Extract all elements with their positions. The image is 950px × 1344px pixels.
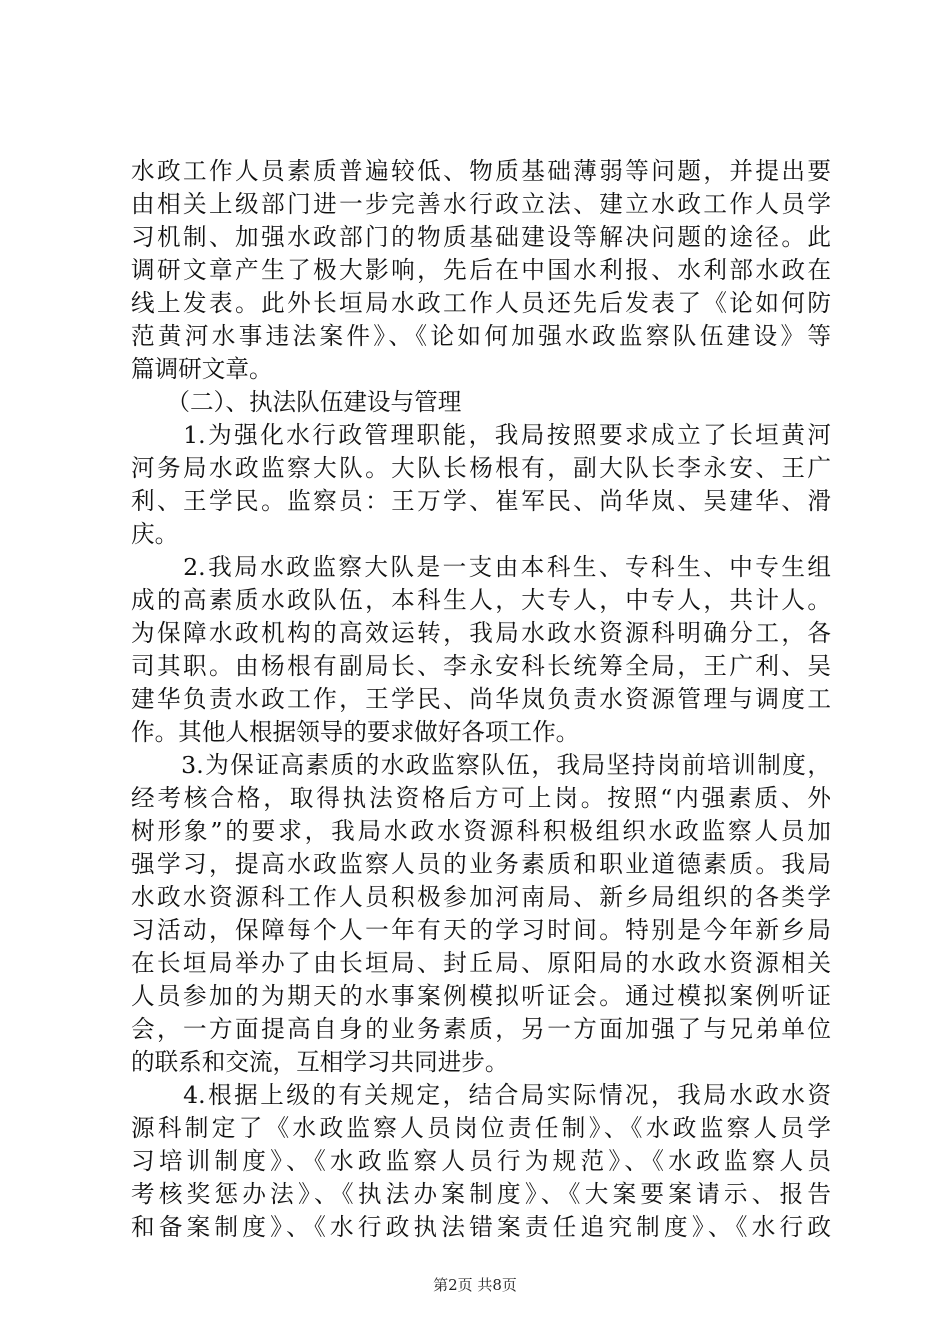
text-line: 线上发表。此外长垣局水政工作人员还先后发表了《论如何防 bbox=[131, 289, 831, 317]
text-line: 由相关上级部门进一步完善水行政立法、建立水政工作人员学 bbox=[131, 190, 831, 218]
text-line: 篇调研文章。 bbox=[131, 355, 273, 383]
text-line: 调研文章产生了极大影响，先后在中国水利报、水利部水政在 bbox=[131, 256, 831, 284]
text-line: 作。其他人根据领导的要求做好各项工作。 bbox=[131, 718, 580, 746]
text-line: 3.为保证高素质的水政监察队伍，我局坚持岗前培训制度， bbox=[131, 751, 831, 779]
text-line: 经考核合格，取得执法资格后方可上岗。按照“内强素质、外 bbox=[131, 784, 831, 812]
section-heading: （二）、执法队伍建设与管理 bbox=[131, 388, 462, 416]
text-line: 强学习，提高水政监察人员的业务素质和职业道德素质。我局 bbox=[131, 850, 831, 878]
text-line: 为保障水政机构的高效运转，我局水政水资源科明确分工，各 bbox=[131, 619, 831, 647]
text-line: 水政水资源科工作人员积极参加河南局、新乡局组织的各类学 bbox=[131, 883, 831, 911]
text-line: 范黄河水事违法案件》、《论如何加强水政监察队伍建设》等 bbox=[131, 322, 831, 350]
text-line: 和备案制度》、《水行政执法错案责任追究制度》、《水行政 bbox=[131, 1213, 831, 1241]
text-line: 源科制定了《水政监察人员岗位责任制》、《水政监察人员学 bbox=[131, 1114, 831, 1142]
text-line: 水政工作人员素质普遍较低、物质基础薄弱等问题，并提出要 bbox=[131, 157, 831, 185]
text-line: 在长垣局举办了由长垣局、封丘局、原阳局的水政水资源相关 bbox=[131, 949, 831, 977]
text-line: 习培训制度》、《水政监察人员行为规范》、《水政监察人员 bbox=[131, 1147, 831, 1175]
document-body bbox=[131, 155, 831, 1244]
text-line: 1.为强化水行政管理职能，我局按照要求成立了长垣黄河 bbox=[131, 421, 831, 449]
text-line: 利、王学民。监察员：王万学、崔军民、尚华岚、吴建华、滑 bbox=[131, 487, 831, 515]
text-line: 建华负责水政工作，王学民、尚华岚负责水资源管理与调度工 bbox=[131, 685, 831, 713]
text-line: 人员参加的为期天的水事案例模拟听证会。通过模拟案例听证 bbox=[131, 982, 831, 1010]
text-line: 习机制、加强水政部门的物质基础建设等解决问题的途径。此 bbox=[131, 223, 831, 251]
text-line: 考核奖惩办法》、《执法办案制度》、《大案要案请示、报告 bbox=[131, 1180, 831, 1208]
text-line: 河务局水政监察大队。大队长杨根有，副大队长李永安、王广 bbox=[131, 454, 831, 482]
text-line: 4.根据上级的有关规定，结合局实际情况，我局水政水资 bbox=[131, 1081, 831, 1109]
text-line: 2.我局水政监察大队是一支由本科生、专科生、中专生组 bbox=[131, 553, 831, 581]
page-footer: 第2页 共8页 bbox=[433, 1276, 517, 1294]
text-line: 习活动，保障每个人一年有天的学习时间。特别是今年新乡局 bbox=[131, 916, 831, 944]
text-line: 的联系和交流，互相学习共同进步。 bbox=[131, 1048, 509, 1076]
text-line: 成的高素质水政队伍，本科生人，大专人，中专人，共计人。 bbox=[131, 586, 831, 614]
text-line: 庆。 bbox=[131, 520, 179, 548]
text-line: 树形象”的要求，我局水政水资源科积极组织水政监察人员加 bbox=[131, 817, 831, 845]
text-line: 司其职。由杨根有副局长、李永安科长统筹全局，王广利、吴 bbox=[131, 652, 831, 680]
text-line: 会，一方面提高自身的业务素质，另一方面加强了与兄弟单位 bbox=[131, 1015, 831, 1043]
